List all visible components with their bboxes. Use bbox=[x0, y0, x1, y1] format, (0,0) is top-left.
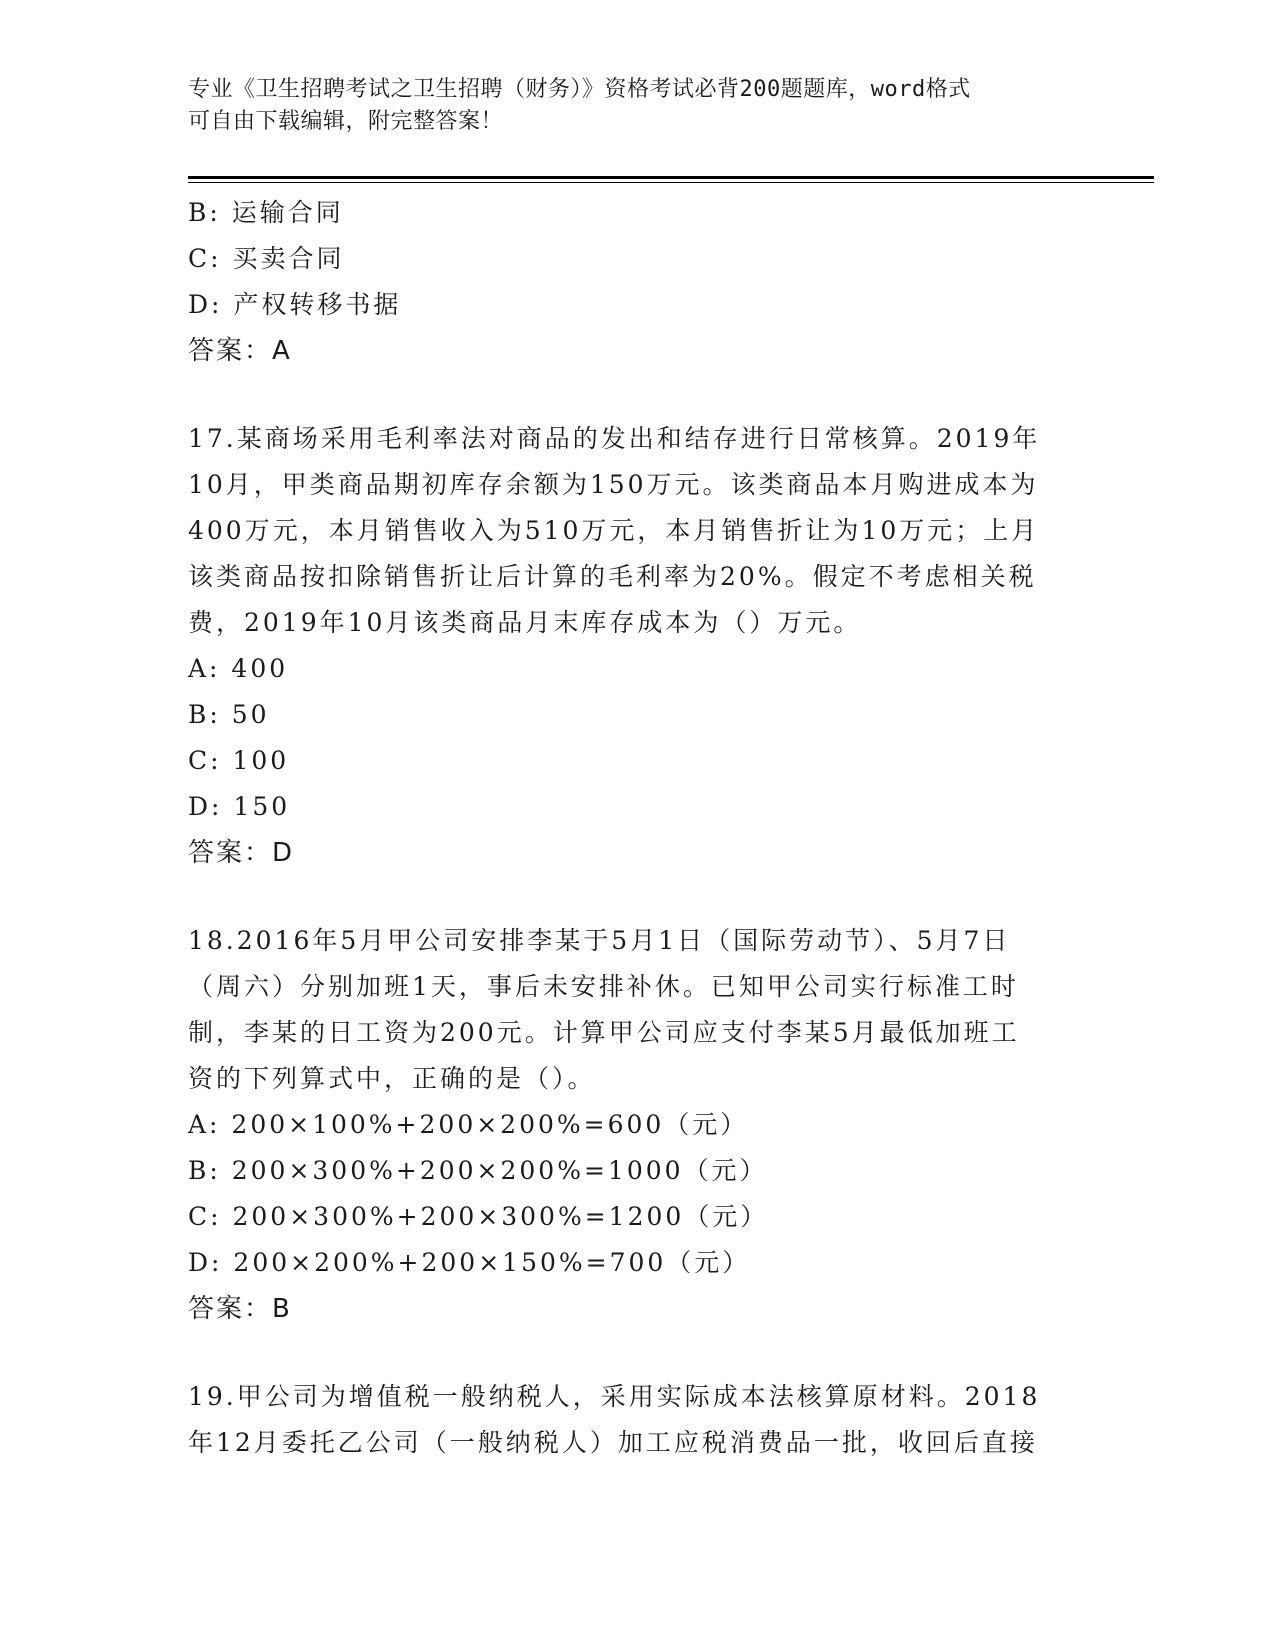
header-line-1: 专业《卫生招聘考试之卫生招聘（财务）》资格考试必背200题题库，word格式 bbox=[188, 77, 971, 102]
question-17 bbox=[188, 416, 1088, 876]
option-d: D: 150 bbox=[188, 792, 291, 821]
document-header bbox=[188, 74, 1068, 138]
question-16 bbox=[188, 190, 1088, 374]
question-text-line: 制，李某的日工资为200元。计算甲公司应支付李某5月最低加班工 bbox=[188, 1018, 1020, 1047]
option-b: B: 运输合同 bbox=[188, 198, 344, 227]
answer-line: 答案：A bbox=[188, 336, 292, 366]
question-text-line: 该类商品按扣除销售折让后计算的毛利率为20%。假定不考虑相关税 bbox=[188, 562, 1037, 591]
answer-line: 答案：D bbox=[188, 838, 295, 868]
question-text-line: 400万元，本月销售收入为510万元，本月销售折让为10万元；上月 bbox=[188, 516, 1040, 545]
question-text-line: 19.甲公司为增值税一般纳税人，采用实际成本法核算原材料。2018 bbox=[188, 1382, 1041, 1411]
header-line-2: 可自由下载编辑，附完整答案！ bbox=[188, 109, 504, 134]
question-text-line: 17.某商场采用毛利率法对商品的发出和结存进行日常核算。2019年 bbox=[188, 424, 1041, 453]
option-c: C: 买卖合同 bbox=[188, 244, 345, 273]
spacer bbox=[188, 876, 1088, 918]
question-text-line: 资的下列算式中，正确的是（）。 bbox=[188, 1064, 596, 1093]
question-19 bbox=[188, 1374, 1088, 1466]
option-a: A: 200×100%+200×200%=600（元） bbox=[188, 1110, 749, 1139]
question-text-line: 年12月委托乙公司（一般纳税人）加工应税消费品一批，收回后直接 bbox=[188, 1428, 1038, 1457]
document-body bbox=[188, 190, 1088, 1466]
option-b: B: 50 bbox=[188, 700, 270, 729]
question-text-line: 费，2019年10月该类商品月末库存成本为（）万元。 bbox=[188, 608, 862, 637]
question-text-line: 10月，甲类商品期初库存余额为150万元。该类商品本月购进成本为 bbox=[188, 470, 1039, 499]
answer-line: 答案：B bbox=[188, 1294, 292, 1324]
header-rule-thin bbox=[188, 182, 1154, 183]
spacer bbox=[188, 1332, 1088, 1374]
option-b: B: 200×300%+200×200%=1000（元） bbox=[188, 1156, 768, 1185]
spacer bbox=[188, 374, 1088, 416]
option-c: C: 200×300%+200×300%=1200（元） bbox=[188, 1202, 769, 1231]
question-text-line: （周六）分别加班1天，事后未安排补休。已知甲公司实行标准工时 bbox=[188, 972, 1019, 1001]
option-c: C: 100 bbox=[188, 746, 290, 775]
question-text-line: 18.2016年5月甲公司安排李某于5月1日（国际劳动节）、5月7日 bbox=[188, 926, 1011, 955]
option-d: D: 产权转移书据 bbox=[188, 290, 402, 319]
header-rule-thick bbox=[188, 176, 1154, 179]
question-18 bbox=[188, 918, 1088, 1332]
option-d: D: 200×200%+200×150%=700（元） bbox=[188, 1248, 751, 1277]
option-a: A: 400 bbox=[188, 654, 289, 683]
